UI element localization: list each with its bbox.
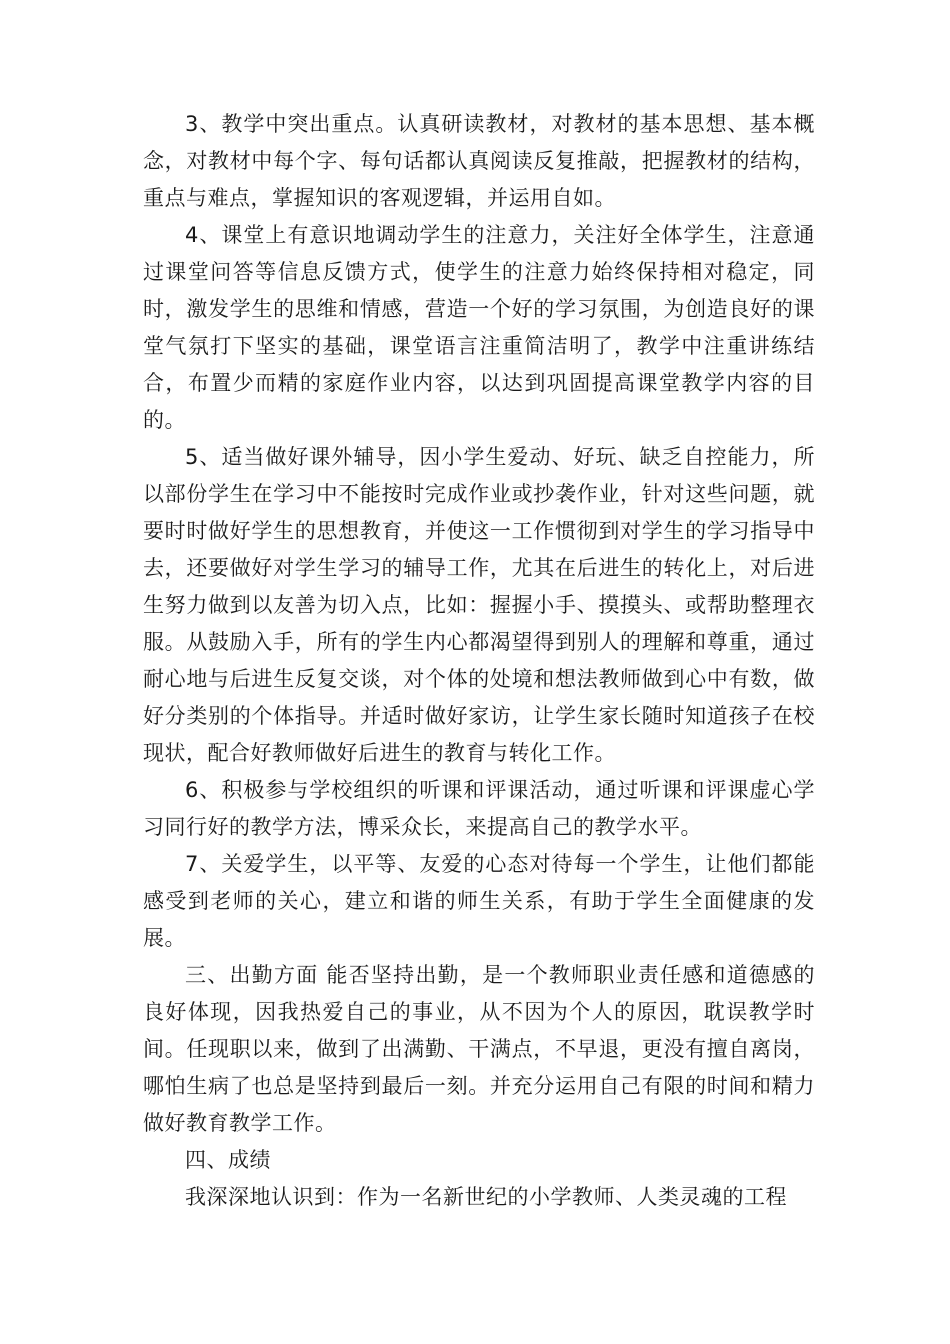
document-body — [143, 106, 815, 1216]
paragraph-item-7: 7、关爱学生，以平等、友爱的心态对待每一个学生，让他们都能感受到老师的关心，建立和谐的师生关系，有助于学生全面健康的发展。 — [143, 852, 815, 950]
paragraph-item-4: 4、课堂上有意识地调动学生的注意力，关注好全体学生，注意通过课堂问答等信息反馈方式，使学生的注意力始终保持相对稳定，同时，激发学生的思维和情感，营造一个好的学习氛围，为创造良好的课堂气氛打下坚实的基础，课堂语言注重简洁明了，教学中注重讲练结合，布置少而精的家庭作业内容，以达到巩固提高课堂教学内容的目的。 — [143, 223, 815, 432]
paragraph-item-5: 5、适当做好课外辅导，因小学生爱动、好玩、缺乏自控能力，所以部份学生在学习中不能按时完成作业或抄袭作业，针对这些问题，就要时时做好学生的思想教育，并使这一工作惯彻到对学生的学习指导中去，还要做好对学生学习的辅导工作，尤其在后进生的转化上，对后进生努力做到以友善为切入点，比如：握握小手、摸摸头、或帮助整理衣服。从鼓励入手，所有的学生内心都渴望得到别人的理解和尊重，通过耐心地与后进生反复交谈，对个体的处境和想法教师做到心中有数，做好分类别的个体指导。并适时做好家访，让学生家长随时知道孩子在校现状，配合好教师做好后进生的教育与转化工作。 — [143, 445, 815, 765]
section-heading-achievements: 四、成绩 — [185, 1148, 271, 1172]
paragraph-item-6: 6、积极参与学校组织的听课和评课活动，通过听课和评课虚心学习同行好的教学方法，博采众长，来提高自己的教学水平。 — [143, 778, 815, 839]
paragraph-item-3: 3、教学中突出重点。认真研读教材，对教材的基本思想、基本概念，对教材中每个字、每句话都认真阅读反复推敲，把握教材的结构，重点与难点，掌握知识的客观逻辑，并运用自如。 — [143, 112, 815, 210]
paragraph-attendance: 三、出勤方面 能否坚持出勤，是一个教师职业责任感和道德感的良好体现，因我热爱自己的事业，从不因为个人的原因，耽误教学时间。任现职以来，做到了出满勤、干满点，不早退，更没有擅自离岗，哪怕生病了也总是坚持到最后一刻。并充分运用自己有限的时间和精力做好教育教学工作。 — [143, 963, 815, 1135]
paragraph-achievements-intro: 我深深地认识到：作为一名新世纪的小学教师、人类灵魂的工程 — [185, 1185, 787, 1209]
